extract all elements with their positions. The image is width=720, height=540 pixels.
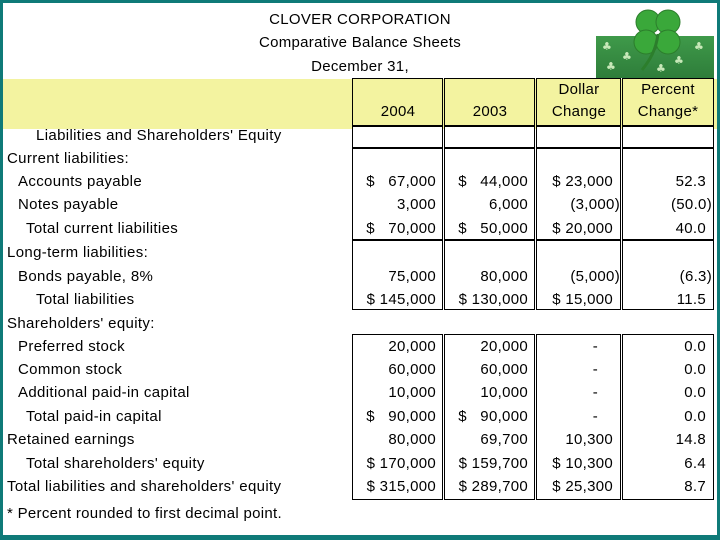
statement-date: December 31, xyxy=(311,58,409,75)
cell-percent-change: 8.7 xyxy=(684,478,706,495)
percent-change-line1: Percent xyxy=(641,81,695,98)
cell-2003: $ 44,000 xyxy=(458,173,528,190)
row-label: Total liabilities xyxy=(36,291,135,308)
cell-percent-change: (50.0) xyxy=(671,196,712,213)
mini-clover-icon: ♣ xyxy=(602,40,612,53)
row-label: Notes payable xyxy=(18,196,119,213)
cell-2003: $ 289,700 xyxy=(458,478,528,495)
cell-2003: 10,000 xyxy=(480,384,528,401)
cell-percent-change: 11.5 xyxy=(676,291,706,308)
row-label: Common stock xyxy=(18,361,123,378)
row-label: Current liabilities: xyxy=(7,150,130,167)
cell-dollar-change: $ 15,000 xyxy=(552,291,613,308)
mini-clover-icon: ♣ xyxy=(656,62,666,75)
cell-2003: 69,700 xyxy=(480,431,528,448)
cell-2004: 10,000 xyxy=(388,384,436,401)
column-header-2004: 2004 xyxy=(380,103,416,120)
col-2003-box xyxy=(444,126,535,148)
cell-dollar-change: $ 23,000 xyxy=(552,173,613,190)
row-label: Total current liabilities xyxy=(26,220,179,237)
cell-percent-change: 0.0 xyxy=(684,338,706,355)
cell-2004: $ 90,000 xyxy=(366,408,436,425)
row-label: Additional paid-in capital xyxy=(18,384,190,401)
cell-percent-change: 14.8 xyxy=(675,431,706,448)
row-label: Bonds payable, 8% xyxy=(18,268,154,285)
cell-2004: 75,000 xyxy=(388,268,436,285)
row-label: Preferred stock xyxy=(18,338,125,355)
row-label: Total paid-in capital xyxy=(26,408,162,425)
percent-change-line2: Change* xyxy=(637,103,699,120)
cell-2003: $ 159,700 xyxy=(458,455,528,472)
footnote: * Percent rounded to first decimal point. xyxy=(7,505,282,522)
mini-clover-icon: ♣ xyxy=(674,54,684,67)
cell-2004: 80,000 xyxy=(388,431,436,448)
column-header-dollar-change xyxy=(536,79,622,123)
cell-dollar-change: $ 20,000 xyxy=(552,220,613,237)
cell-dollar-change: - xyxy=(592,408,598,425)
col-dollar-box xyxy=(536,126,621,148)
column-header-percent-change xyxy=(622,79,714,123)
row-label: Accounts payable xyxy=(18,173,143,190)
row-label: Total liabilities and shareholders' equity xyxy=(7,478,282,495)
cell-dollar-change: (5,000) xyxy=(570,268,620,285)
column-header-2003: 2003 xyxy=(472,103,508,120)
cell-percent-change: 0.0 xyxy=(684,384,706,401)
row-label: Retained earnings xyxy=(7,431,135,448)
cell-2004: $ 70,000 xyxy=(366,220,436,237)
cell-dollar-change: - xyxy=(592,384,598,401)
cell-2004: 20,000 xyxy=(388,338,436,355)
cell-percent-change: 40.0 xyxy=(675,220,706,237)
statement-title: Comparative Balance Sheets xyxy=(258,34,462,51)
mini-clover-icon: ♣ xyxy=(622,50,632,63)
cell-2004: $ 315,000 xyxy=(366,478,436,495)
cell-2004: $ 170,000 xyxy=(366,455,436,472)
col-2004-box xyxy=(352,126,443,148)
cell-dollar-change: (3,000) xyxy=(570,196,620,213)
cell-percent-change: 0.0 xyxy=(684,361,706,378)
mini-clover-icon: ♣ xyxy=(606,60,616,73)
mini-clover-icon: ♣ xyxy=(694,40,704,53)
company-name: CLOVER CORPORATION xyxy=(269,11,451,28)
dollar-change-line1: Dollar xyxy=(558,81,600,98)
cell-percent-change: 52.3 xyxy=(675,173,706,190)
col-percent-box xyxy=(622,126,714,148)
cell-2003: $ 50,000 xyxy=(458,220,528,237)
dollar-change-line2: Change xyxy=(551,103,607,120)
cell-2004: 60,000 xyxy=(388,361,436,378)
row-label: Shareholders' equity: xyxy=(7,315,155,332)
cell-dollar-change: $ 25,300 xyxy=(552,478,613,495)
row-label: Long-term liabilities: xyxy=(7,244,149,261)
cell-2004: 3,000 xyxy=(396,196,436,213)
cell-percent-change: (6.3) xyxy=(679,268,712,285)
cell-2003: 60,000 xyxy=(480,361,528,378)
cell-dollar-change: - xyxy=(592,361,598,378)
cell-dollar-change: 10,300 xyxy=(565,431,613,448)
cell-2003: $ 130,000 xyxy=(458,291,528,308)
cell-dollar-change: $ 10,300 xyxy=(552,455,613,472)
cell-2003: 80,000 xyxy=(480,268,528,285)
cell-2003: $ 90,000 xyxy=(458,408,528,425)
cell-percent-change: 0.0 xyxy=(684,408,706,425)
cell-dollar-change: - xyxy=(592,338,598,355)
cell-2003: 6,000 xyxy=(488,196,528,213)
cell-2003: 20,000 xyxy=(480,338,528,355)
cell-percent-change: 6.4 xyxy=(684,455,706,472)
cell-2004: $ 67,000 xyxy=(366,173,436,190)
row-label: Liabilities and Shareholders' Equity xyxy=(36,127,282,144)
row-label: Total shareholders' equity xyxy=(26,455,205,472)
cell-2004: $ 145,000 xyxy=(366,291,436,308)
